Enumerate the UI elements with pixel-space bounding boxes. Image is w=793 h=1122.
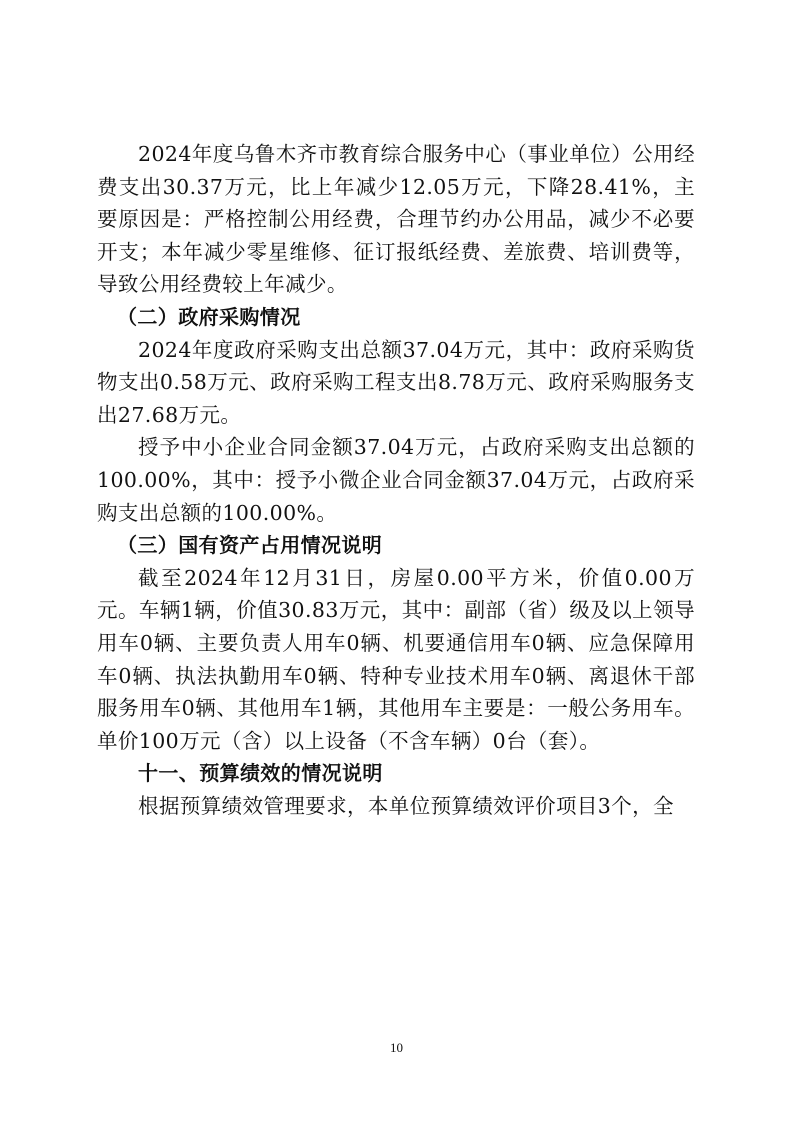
page-number: 10 xyxy=(390,1040,403,1055)
section-heading-state-assets: （三）国有资产占用情况说明 xyxy=(117,533,383,558)
procurement-total-paragraph: 2024年度政府采购支出总额37.04万元，其中：政府采购货物支出0.58万元、政府采购工程支出8.78万元、政府采购服务支出27.68万元。 xyxy=(97,337,695,427)
state-assets-paragraph: 截至2024年12月31日，房屋0.00平方米，价值0.00万元。车辆1辆，价值30.83万元，其中：副部（省）级及以上领导用车0辆、主要负责人用车0辆、机要通信用车0辆、应急保障用车0辆、执法执勤用车0辆、特种专业技术用车0辆、离退休干部服务用车0辆、其他用车1辆，其他用车主要是：一般公务用车。单价100万元（含）以上设备（不含车辆）0台（套）。 xyxy=(97,565,695,753)
public-expenditure-paragraph: 2024年度乌鲁木齐市教育综合服务中心（事业单位）公用经费支出30.37万元，比上年减少12.05万元，下降28.41%，主要原因是：严格控制公用经费，合理节约办公用品，减少不必要开支；本年减少零星维修、征订报纸经费、差旅费、培训费等，导致公用经费较上年减少。 xyxy=(97,142,695,297)
section-heading-budget-performance: 十一、预算绩效的情况说明 xyxy=(138,761,383,786)
section-heading-government-procurement: （二）政府采购情况 xyxy=(117,304,301,329)
budget-performance-paragraph: 根据预算绩效管理要求，本单位预算绩效评价项目3个，全 xyxy=(138,793,674,818)
sme-contract-paragraph: 授予中小企业合同金额37.04万元，占政府采购支出总额的100.00%，其中：授予小微企业合同金额37.04万元，占政府采购支出总额的100.00%。 xyxy=(97,435,695,525)
